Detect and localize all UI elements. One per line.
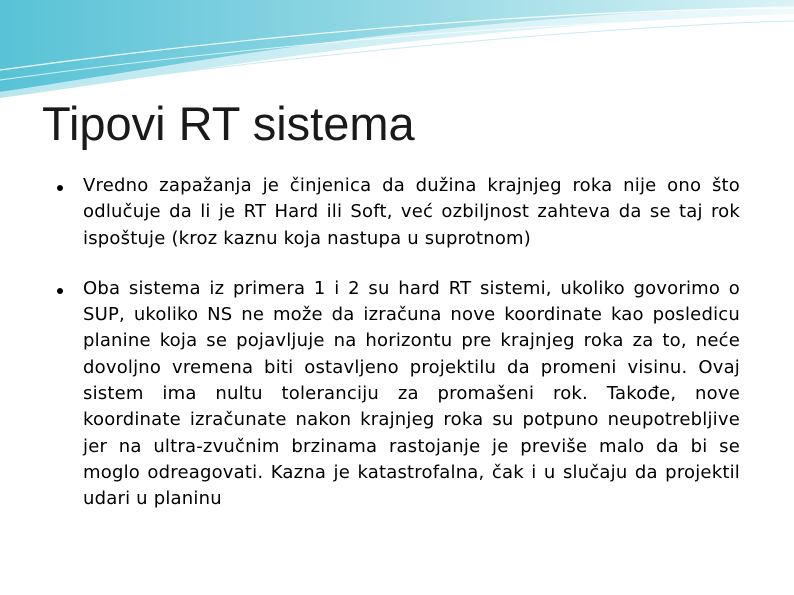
bullet-item <box>0 276 794 513</box>
bullet-list <box>0 173 794 513</box>
bullet-text: Oba sistema iz primera 1 i 2 su hard RT sistemi, ukoliko govorimo o SUP, ukoliko NS ne može da izračuna nove koordinate kao posledicu planine koja se pojavljuje na horizontu pre krajnjeg roka za to, neće dovoljno vremena biti ostavljeno projektilu da promeni visinu. Ovaj sistem ima nultu toleranciju za promašeni rok. Takođe, nove koordinate izračunate nakon krajnjeg roka su potpuno neupotrebljive jer na ultra-zvučnim brzinama rastojanje je previše malo da bi se moglo odreagovati. Kazna je katastrofalna, čak i u slučaju da projektil udari u planinu <box>83 277 740 510</box>
slide-title: Tipovi RT sistema <box>42 97 415 150</box>
bullet-dot-icon <box>57 288 63 294</box>
bullet-item <box>0 173 794 252</box>
bullet-text: Vredno zapažanja je činjenica da dužina krajnjeg roka nije ono što odlučuje da li je RT Hard ili Soft, već ozbiljnost zahteva da se taj rok ispoštuje (kroz kaznu koja nastupa u suprotnom) <box>83 175 740 249</box>
header-wave-decoration <box>0 0 794 100</box>
bullet-dot-icon <box>57 185 63 191</box>
